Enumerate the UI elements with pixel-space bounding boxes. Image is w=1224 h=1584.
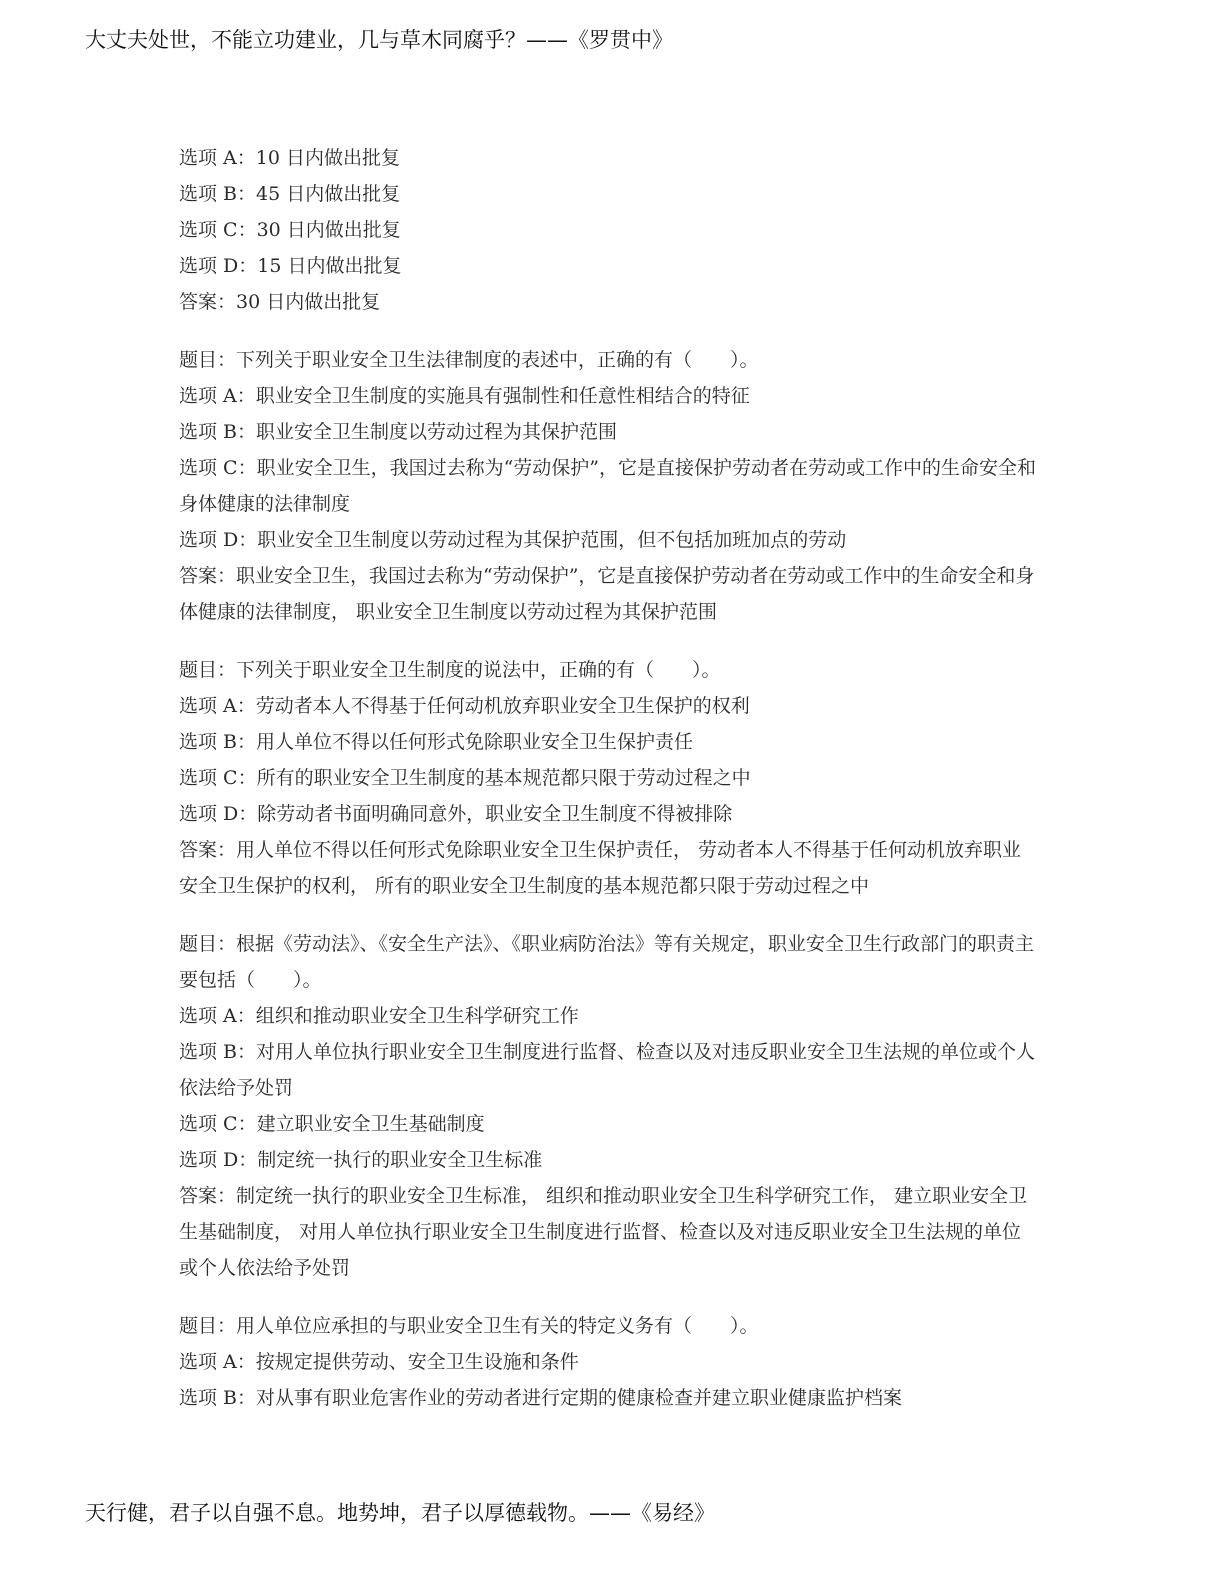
question-block-4 (179, 926, 1039, 1286)
question-line: 题目：下列关于职业安全卫生制度的说法中，正确的有（ ）。 (179, 659, 721, 681)
question-block-1 (179, 140, 1039, 320)
answer-line: 答案：用人单位不得以任何形式免除职业安全卫生保护责任， 劳动者本人不得基于任何动机放弃职业安全卫生保护的权利， 所有的职业安全卫生制度的基本规范都只限于劳动过程之中 (179, 839, 1022, 897)
option-line: 选项 D：除劳动者书面明确同意外，职业安全卫生制度不得被排除 (179, 803, 733, 825)
option-line: 选项 D：制定统一执行的职业安全卫生标准 (179, 1149, 543, 1171)
option-line: 选项 C：职业安全卫生，我国过去称为“劳动保护”，它是直接保护劳动者在劳动或工作中的生命安全和身体健康的法律制度 (179, 457, 1037, 515)
option-line: 选项 D：15 日内做出批复 (179, 255, 402, 277)
option-line: 选项 D：职业安全卫生制度以劳动过程为其保护范围，但不包括加班加点的劳动 (179, 529, 847, 551)
option-line: 选项 B：45 日内做出批复 (179, 183, 401, 205)
answer-line: 答案：制定统一执行的职业安全卫生标准， 组织和推动职业安全卫生科学研究工作， 建立职业安全卫生基础制度， 对用人单位执行职业安全卫生制度进行监督、检查以及对违反职业安全卫生法规的单位或个人依法给予处罚 (179, 1185, 1028, 1279)
option-line: 选项 B：对从事有职业危害作业的劳动者进行定期的健康检查并建立职业健康监护档案 (179, 1387, 903, 1409)
option-line: 选项 A：组织和推动职业安全卫生科学研究工作 (179, 1005, 579, 1027)
header-quote: 大丈夫处世，不能立功建业，几与草木同腐乎？——《罗贯中》 (85, 28, 673, 52)
question-line: 题目：下列关于职业安全卫生法律制度的表述中，正确的有（ ）。 (179, 349, 759, 371)
option-line: 选项 B：职业安全卫生制度以劳动过程为其保护范围 (179, 421, 618, 443)
option-line: 选项 B：用人单位不得以任何形式免除职业安全卫生保护责任 (179, 731, 694, 753)
option-line: 选项 A：劳动者本人不得基于任何动机放弃职业安全卫生保护的权利 (179, 695, 750, 717)
option-line: 选项 A：职业安全卫生制度的实施具有强制性和任意性相结合的特征 (179, 385, 750, 407)
option-line: 选项 B：对用人单位执行职业安全卫生制度进行监督、检查以及对违反职业安全卫生法规的单位或个人依法给予处罚 (179, 1041, 1036, 1099)
option-line: 选项 C：30 日内做出批复 (179, 219, 401, 241)
question-line: 题目：用人单位应承担的与职业安全卫生有关的特定义务有（ ）。 (179, 1315, 759, 1337)
answer-line: 答案：30 日内做出批复 (179, 291, 381, 313)
footer-quote: 天行健，君子以自强不息。地势坤，君子以厚德载物。——《易经》 (85, 1501, 715, 1525)
option-line: 选项 A：按规定提供劳动、安全卫生设施和条件 (179, 1351, 579, 1373)
option-line: 选项 C：建立职业安全卫生基础制度 (179, 1113, 485, 1135)
document-body (179, 140, 1039, 1416)
option-line: 选项 A：10 日内做出批复 (179, 147, 400, 169)
answer-line: 答案：职业安全卫生，我国过去称为“劳动保护”，它是直接保护劳动者在劳动或工作中的生命安全和身体健康的法律制度， 职业安全卫生制度以劳动过程为其保护范围 (179, 565, 1035, 623)
question-line: 题目：根据《劳动法》、《安全生产法》、《职业病防治法》等有关规定，职业安全卫生行政部门的职责主要包括（ ）。 (179, 933, 1035, 991)
question-block-5 (179, 1308, 1039, 1416)
question-block-3 (179, 652, 1039, 904)
option-line: 选项 C：所有的职业安全卫生制度的基本规范都只限于劳动过程之中 (179, 767, 751, 789)
question-block-2 (179, 342, 1039, 630)
